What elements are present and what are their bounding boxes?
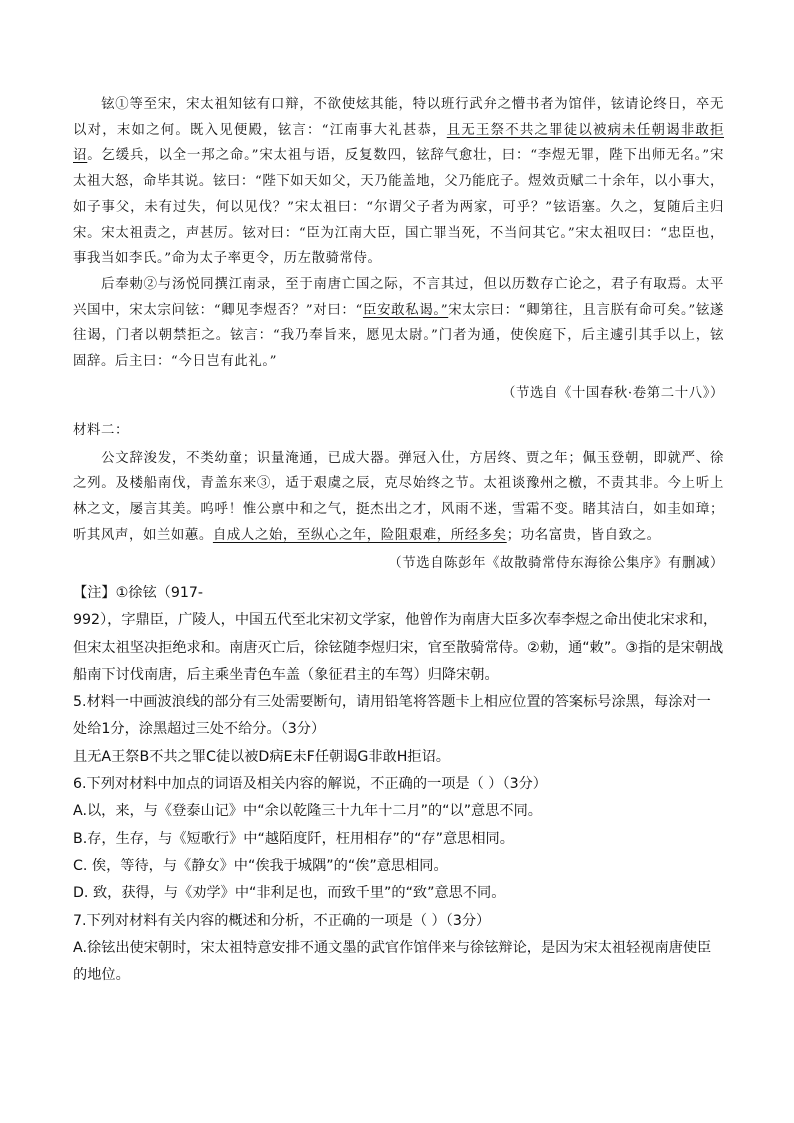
material-one-source: （节选自《十国春秋·卷第二十八》） [501,385,724,401]
material-two-heading: 材料二： [73,423,129,438]
text-run: 公文辞浚发，不类幼童；识量淹通，已成大器。弹冠入仕，方居终、贾之年；佩玉登朝，即就严、徐之列。及楼船南伐，青盖东来③，适于艰虞之辰，克尽始终之节。太祖谈豫州之檄，不责其非。今上听上林之文，屡言其美。呜呼！惟公禀中和之气，挺杰出之才，风雨不迷，雪霜不变。睹其洁白，如圭如璋；听其风声，如兰如蕙。 [73,450,724,543]
text-run: 宋太宗曰：“卿第往，且言朕有命可矣。”铉遂往谒，门者以朝禁拒之。铉言：“我乃奉旨来，愿见太尉。”门者为通，使俟庭下，后主遽引其手以上，铉固辞。后主曰：“今日岂有此礼。” [73,302,724,370]
text-run: ；功名富贵，皆自致之。 [506,527,661,543]
material-one-paragraph-2 [73,272,724,375]
question-7-option-a: A.徐铉出使宋朝时，宋太祖特意安排不通文墨的武官作馆伴来与徐铉辩论，是因为宋太祖轻视南唐使臣的地位。 [73,939,712,984]
text-run: 铉①等至宋，宋太祖知铉有口辩，不欲使炫其能，特以班行武弁之懵书者为馆伴，铉请论终日，卒无以对，末如之何。既入见便殿，铉言：“江南事大礼甚恭， [73,97,724,138]
material-one-paragraph-1 [73,92,724,272]
underlined-text: 且无王祭不共之罪徒以被病未任朝谒非敢拒诏 [73,122,724,164]
question-5: 5.材料一中画波浪线的部分有三处需要断句，请用铅笔将答题卡上相应位置的答案标号涂黑，每涂对一处给1分，涂黑超过三处不给分。（3分） [73,694,711,738]
text-run: 后奉勅②与汤悦同撰江南录，至于南唐亡国之际，不言其过，但以历数存亡论之，君子有取焉。太平兴国中，宋太宗问铉：“卿见李煜否？”对曰：“ [73,276,724,318]
question-6-option-a: A.以，来，与《登泰山记》中“余以乾隆三十九年十二月”的“以”意思不同。 [73,803,542,820]
questions-section [73,580,724,989]
question-6: 6.下列对材料中加点的词语及相关内容的解说，不正确的一项是（ ）（3分） [73,776,547,793]
material-two-source: （节选自陈彭年《故散骑常侍东海徐公集序》有删减） [388,555,724,571]
note-line-1: 【注】①徐铉（917- [73,585,204,601]
question-6-option-b: B.存，生存，与《短歌行》中“越陌度阡，枉用相存”的“存”意思相同。 [73,830,514,847]
material-one [73,92,724,406]
question-6-option-c: C. 俟，等待，与《静女》中“俟我于城隅”的“俟”意思相同。 [73,857,448,874]
underlined-text: 自成人之始，至纵心之年，险阻艰难，所经多矣 [212,527,507,543]
text-run: 。乞缓兵，以全一邦之命。”宋太祖与语，反复数四，铉辞气愈壮，曰：“李煜无罪，陛下出师无名。”宋太祖大怒，命毕其说。铉曰：“陛下如天如父，天乃能盖地，父乃能庇子。煜效贡赋二十余年，以小事大，如子事父，未有过失，何以见伐？”宋太祖曰：“尔谓父子者为两家，可乎？”铉语塞。久之，复随后主归宋。宋太祖责之，声甚厉。铉对曰：“臣为江南大臣，国亡罪当死，不当问其它。”宋太祖叹曰：“忠臣也，事我当如李氏。”命为太子率更令，历左散骑常侍。 [73,148,725,267]
material-two-paragraph [73,446,724,549]
material-two [73,418,724,576]
question-7: 7.下列对材料有关内容的概述和分析，不正确的一项是（ ）（3分） [73,912,491,929]
question-6-option-d: D. 致，获得，与《劝学》中“非利足也，而致千里”的“致”意思不同。 [73,885,506,902]
question-5-options: 且无A王祭B不共之罪C徒以被D病E未F任朝谒G非敢H拒诏。 [73,748,450,765]
underlined-text: 臣安敢私谒。” [362,302,449,318]
note-body: 992），字鼎臣，广陵人，中国五代至北宋初文学家，他曾作为南唐大臣多次奉李煜之命出使北宋求和，但宋太祖坚决拒绝求和。南唐灭亡后，徐铉随李煜归宋，官至散骑常侍。②勅，通“敕”。③指的是宋朝战船南下讨伐南唐，后主乘坐青色车盖（象征君主的车驾）归降宋朝。 [73,612,724,683]
